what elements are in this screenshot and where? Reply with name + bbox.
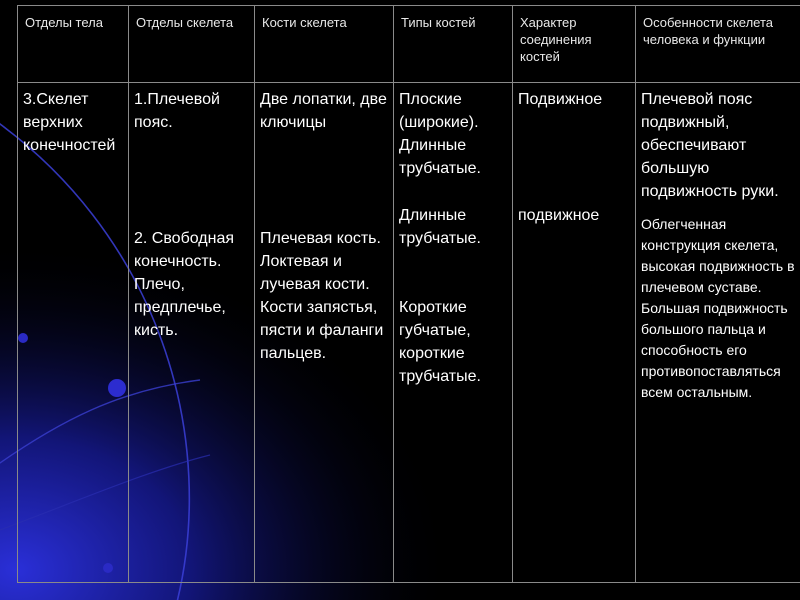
- body-part-text: 3.Скелет верхних конечностей: [23, 91, 116, 154]
- features-1: Плечевой пояс подвижный, обеспечивают большую подвижность руки.: [641, 91, 779, 200]
- skeleton-section-2: 2. Свободная конечность. Плечо, предплечье, кисть.: [134, 230, 235, 339]
- joint-2: подвижное: [518, 207, 600, 224]
- header-features: Особенности скелета человека и функции: [636, 6, 800, 83]
- header-body-parts: Отделы тела: [18, 6, 129, 83]
- bone-types-1a: Плоские (широкие).: [399, 91, 479, 131]
- header-skeleton-sections: Отделы скелета: [129, 6, 255, 83]
- cell-joint: [513, 83, 636, 583]
- table-header-row: [18, 6, 800, 83]
- skeleton-table: [17, 5, 800, 583]
- bone-types-3: Короткие губчатые, короткие трубчатые.: [399, 299, 481, 385]
- bones-2: Плечевая кость. Локтевая и лучевая кости. Кости запястья, пясти и фаланги пальцев.: [260, 230, 384, 362]
- header-bone-types: Типы костей: [394, 6, 513, 83]
- bone-types-1b: Длинные трубчатые.: [399, 137, 481, 177]
- header-joint-character: Характер соединения костей: [513, 6, 636, 83]
- header-skeleton-bones: Кости скелета: [255, 6, 394, 83]
- cell-bones: [255, 83, 394, 583]
- table-row: [18, 83, 800, 583]
- cell-skeleton-section: [129, 83, 255, 583]
- features-2: Облегченная конструкция скелета, высокая подвижность в плечевом суставе. Большая подвижность большого пальца и способность его противопоставляться всем остальным.: [641, 216, 795, 400]
- bone-types-2: Длинные трубчатые.: [399, 207, 481, 247]
- joint-1: Подвижное: [518, 91, 603, 108]
- bones-1: Две лопатки, две ключицы: [260, 91, 387, 131]
- cell-body-part: [18, 83, 129, 583]
- cell-features: [636, 83, 800, 583]
- cell-bone-types: [394, 83, 513, 583]
- skeleton-section-1: 1.Плечевой пояс.: [134, 91, 220, 131]
